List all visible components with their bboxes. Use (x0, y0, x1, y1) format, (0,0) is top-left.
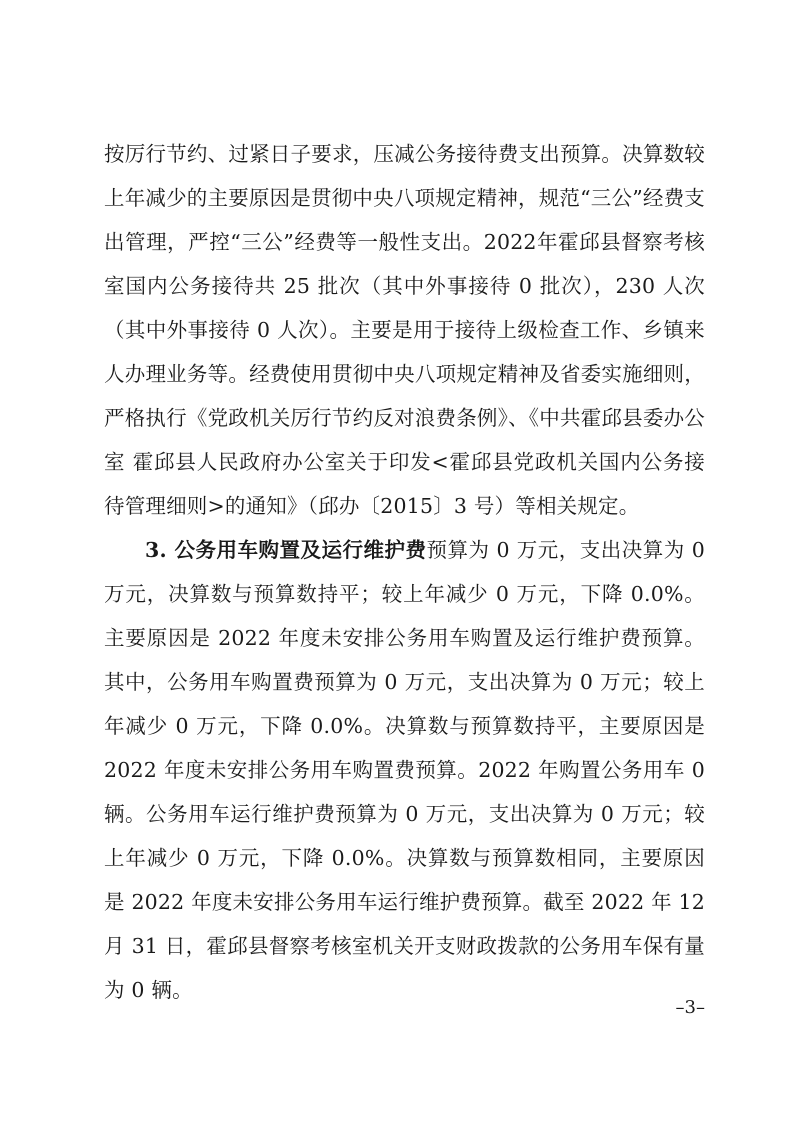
document-body (104, 132, 705, 1012)
paragraph-vehicle-purchase (104, 528, 705, 1012)
page-number: –3– (675, 997, 705, 1018)
paragraph-text: 按厉行节约、过紧日子要求，压减公务接待费支出预算。决算数较上年减少的主要原因是贯彻中央八项规定精神，规范“三公”经费支出管理，严控“三公”经费等一般性支出。2022年霍邱县督察考核室国内公务接待共 25 批次（其中外事接待 0 批次），230 人次（其中外事接待 0 人次）。主要是用于接待上级检查工作、乡镇来人办理业务等。经费使用贯彻中央八项规定精神及省委实施细则，严格执行《党政机关厉行节约反对浪费条例》、《中共霍邱县委办公室 霍邱县人民政府办公室关于印发<霍邱县党政机关国内公务接待管理细则>的通知》（邱办〔2015〕3 号）等相关规定。 (104, 142, 705, 518)
section-heading-inline: 3. 公务用车购置及运行维护费 (145, 538, 427, 562)
paragraph-text: 预算为 0 万元，支出决算为 0 万元，决算数与预算数持平；较上年减少 0 万元，下降 0.0%。主要原因是 2022 年度未安排公务用车购置及运行维护费预算。其中，公务用车购置费预算为 0 万元，支出决算为 0 万元；较上年减少 0 万元，下降 0.0%。决算数与预算数持平，主要原因是 2022 年度未安排公务用车购置费预算。2022 年购置公务用车 0 辆。公务用车运行维护费预算为 0 万元，支出决算为 0 万元；较上年减少 0 万元，下降 0.0%。决算数与预算数相同，主要原因是 2022 年度未安排公务用车运行维护费预算。截至 2022 年 12 月 31 日，霍邱县督察考核室机关开支财政拨款的公务用车保有量为 0 辆。 (104, 538, 705, 1002)
paragraph-expenses-reception (104, 132, 705, 528)
